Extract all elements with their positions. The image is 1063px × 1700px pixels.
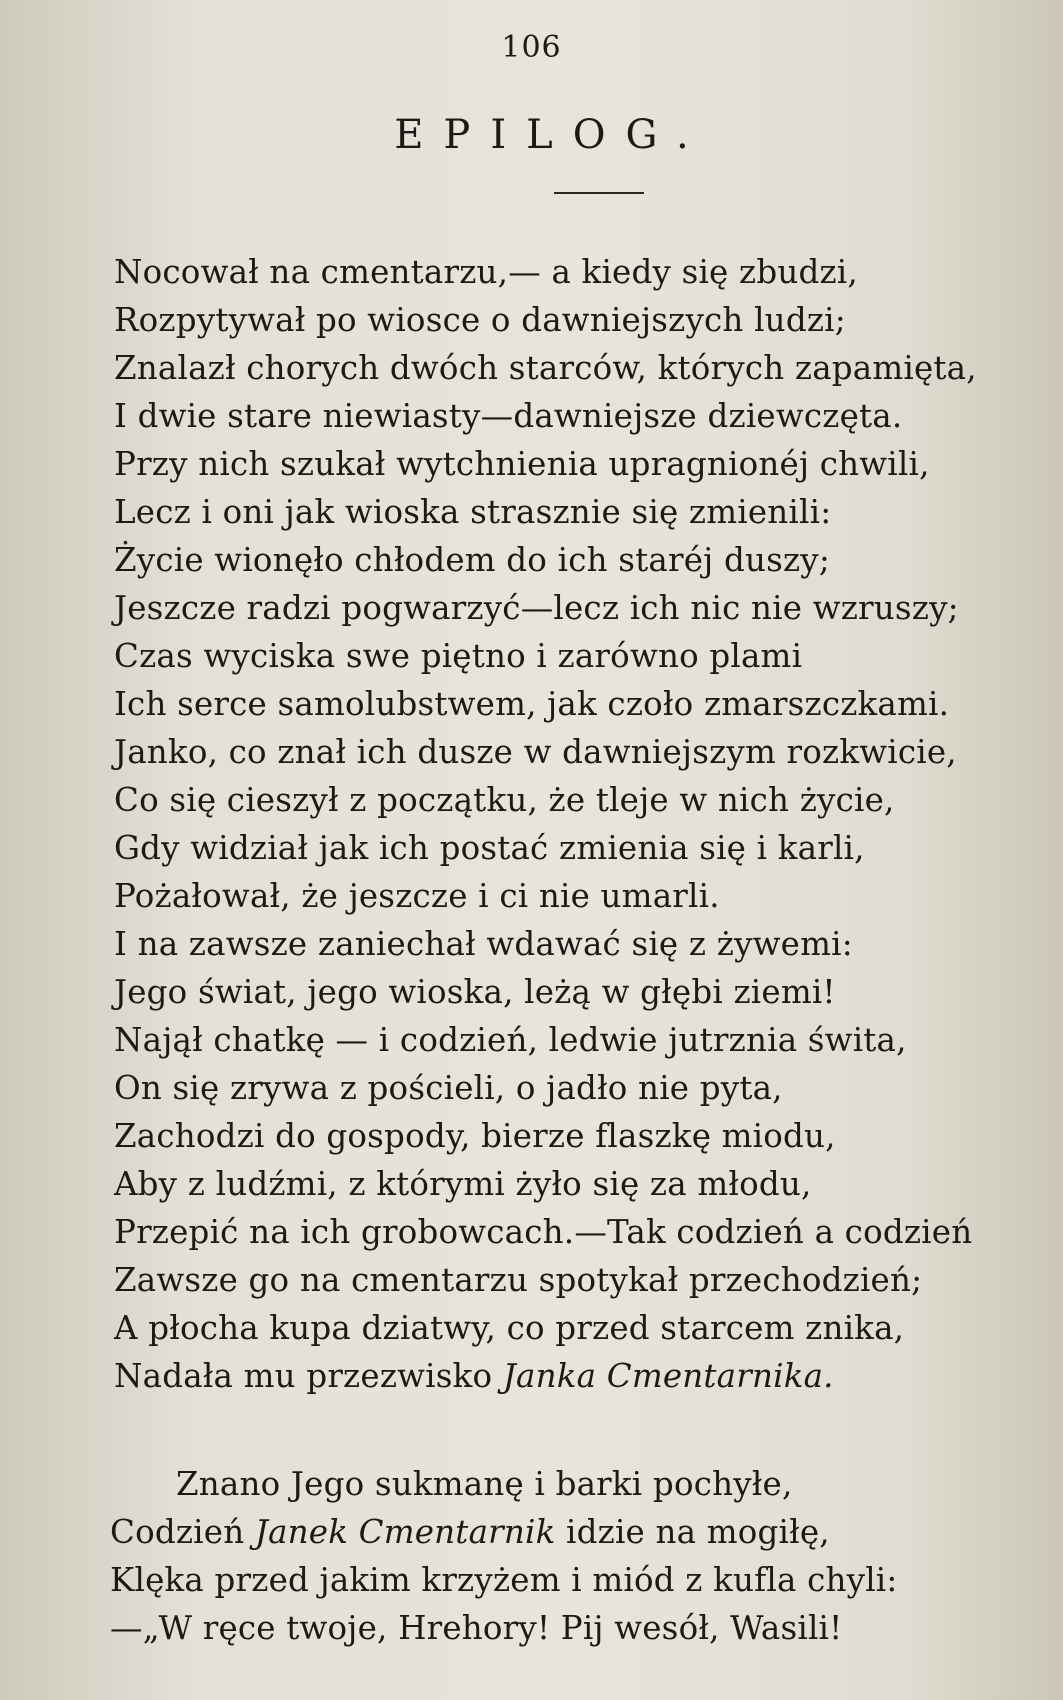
verse-line: Zachodzi do gospody, bierze flaszkę miodu, <box>114 1117 836 1155</box>
verse-line: Aby z ludźmi, z którymi żyło się za młodu, <box>114 1165 812 1203</box>
verse-line: Przy nich szukał wytchnienia upragnionéj chwili, <box>114 445 930 483</box>
verse-line: Życie wionęło chłodem do ich staréj duszy; <box>114 541 831 579</box>
verse-line: Jego świat, jego wioska, leżą w głębi ziemi! <box>114 973 836 1011</box>
verse-line: I dwie stare niewiasty—dawniejsze dziewczęta. <box>114 397 903 435</box>
verse-line: Przepić na ich grobowcach.—Tak codzień a codzień <box>114 1213 973 1251</box>
verse-line: Pożałował, że jeszcze i ci nie umarli. <box>114 877 720 915</box>
title-divider <box>554 192 644 194</box>
verse-line: Lecz i oni jak wioska strasznie się zmienili: <box>114 493 832 531</box>
verse-line: On się zrywa z pościeli, o jadło nie pyta, <box>114 1069 783 1107</box>
verse-text: Codzień <box>110 1513 255 1551</box>
verse-line: Gdy widział jak ich postać zmienia się i karli, <box>114 829 865 867</box>
verse-line: Jeszcze radzi pogwarzyć—lecz ich nic nie wzruszy; <box>114 589 959 627</box>
verse-line <box>110 1508 1040 1556</box>
verse-text: Nadała mu przezwisko <box>114 1357 503 1395</box>
chapter-title: EPILOG. <box>394 112 709 158</box>
verse-text: idzie na mogiłę, <box>555 1513 830 1551</box>
stanza-1 <box>114 248 1044 1400</box>
verse-line: Co się cieszył z początku, że tleje w nich życie, <box>114 781 895 819</box>
verse-line: Znano Jego sukmanę i barki pochyłe, <box>176 1465 793 1503</box>
verse-line: —„W ręce twoje, Hrehory! Pij wesół, Wasili! <box>110 1609 843 1647</box>
verse-line: Janko, co znał ich dusze w dawniejszym rozkwicie, <box>114 733 957 771</box>
verse-line: Klęka przed jakim krzyżem i miód z kufla chyli: <box>110 1561 898 1599</box>
verse-line: Ich serce samolubstwem, jak czoło zmarszczkami. <box>114 685 950 723</box>
verse-line-last <box>114 1352 1044 1400</box>
page-number: 106 <box>501 30 562 65</box>
verse-line: Czas wyciska swe piętno i zarówno plami <box>114 637 803 675</box>
verse-line: Nocował na cmentarzu,— a kiedy się zbudzi, <box>114 253 858 291</box>
italic-name: Janek Cmentarnik <box>254 1513 556 1551</box>
verse-line: I na zawsze zaniechał wdawać się z żywemi: <box>114 925 853 963</box>
verse-line: Znalazł chorych dwóch starców, których zapamięta, <box>114 349 977 387</box>
verse-line: Najął chatkę — i codzień, ledwie jutrznia świta, <box>114 1021 907 1059</box>
italic-name: Janka Cmentarnika. <box>502 1357 834 1395</box>
verse-line: Rozpytywał po wiosce o dawniejszych ludzi; <box>114 301 846 339</box>
stanza-2 <box>110 1460 1040 1652</box>
verse-line: Zawsze go na cmentarzu spotykał przechodzień; <box>114 1261 923 1299</box>
verse-line: A płocha kupa dziatwy, co przed starcem znika, <box>114 1309 905 1347</box>
